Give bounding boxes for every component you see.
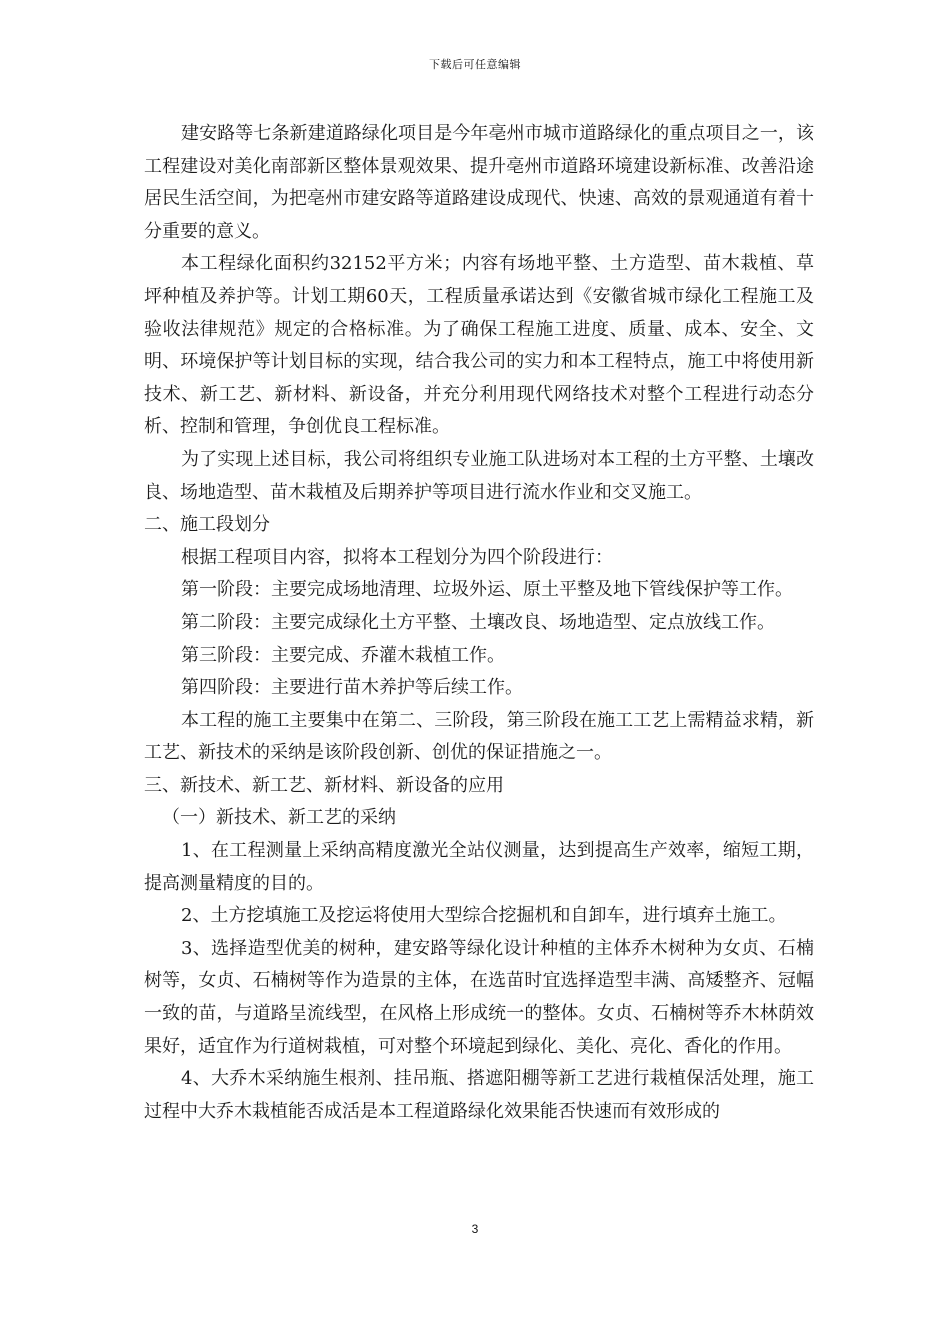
- paragraph-phase-3: 第三阶段：主要完成、乔灌木栽植工作。: [181, 644, 505, 666]
- list-item-3: 3、选择造型优美的树种，建安路等绿化设计种植的主体乔木树种为女贞、石楠树等，女贞、石楠树等作为造景的主体，在选苗时宜选择造型丰满、高矮整齐、冠幅一致的苗，与道路呈流线型，在风格上形成统一的整体。女贞、石楠树等乔木林荫效果好，适宜作为行道树栽植，可对整个环境起到绿化、美化、亮化、香化的作用。: [144, 937, 814, 1057]
- section-heading-2: 二、施工段划分: [144, 514, 270, 536]
- list-item-1: 1、在工程测量上采纳高精度激光全站仪测量，达到提高生产效率，缩短工期，提高测量精度的目的。: [144, 840, 814, 894]
- paragraph-scope: 本工程绿化面积约32152平方米；内容有场地平整、土方造型、苗木栽植、草坪种植及养护等。计划工期60天，工程质量承诺达到《安徽省城市绿化工程施工及验收法律规范》规定的合格标准。为了确保工程施工进度、质量、成本、安全、文明、环境保护等计划目标的实现，结合我公司的实力和本工程特点，施工中将使用新技术、新工艺、新材料、新设备，并充分利用现代网络技术对整个工程进行动态分析、控制和管理，争创优良工程标准。: [144, 253, 814, 438]
- list-item-2: 2、土方挖填施工及挖运将使用大型综合挖掘机和自卸车，进行填弃土施工。: [181, 905, 787, 927]
- subsection-heading-1: （一）新技术、新工艺的采纳: [162, 807, 396, 829]
- paragraph-phases-intro: 根据工程项目内容，拟将本工程划分为四个阶段进行：: [181, 546, 613, 568]
- paragraph-phase-focus: 本工程的施工主要集中在第二、三阶段，第三阶段在施工工艺上需精益求精，新工艺、新技术的采纳是该阶段创新、创优的保证措施之一。: [144, 709, 814, 764]
- paragraph-intro: 建安路等七条新建道路绿化项目是今年亳州市城市道路绿化的重点项目之一，该工程建设对美化南部新区整体景观效果、提升亳州市道路环境建设新标准、改善沿途居民生活空间，为把亳州市建安路等道路建设成现代、快速、高效的景观通道有着十分重要的意义。: [144, 123, 814, 242]
- list-item-4: 4、大乔木采纳施生根剂、挂吊瓶、搭遮阳棚等新工艺进行栽植保活处理，施工过程中大乔木栽植能否成活是本工程道路绿化效果能否快速而有效形成的: [144, 1068, 814, 1122]
- page-number: 3: [471, 1222, 479, 1236]
- paragraph-goal: 为了实现上述目标，我公司将组织专业施工队进场对本工程的土方平整、土壤改良、场地造型、苗木栽植及后期养护等项目进行流水作业和交叉施工。: [144, 448, 814, 503]
- paragraph-phase-4: 第四阶段：主要进行苗木养护等后续工作。: [181, 677, 523, 699]
- section-heading-3: 三、新技术、新工艺、新材料、新设备的应用: [144, 774, 504, 796]
- page-header: 下载后可任意编辑: [429, 58, 521, 71]
- document-body: [144, 118, 814, 1128]
- paragraph-phase-2: 第二阶段：主要完成绿化土方平整、土壤改良、场地造型、定点放线工作。: [181, 611, 775, 633]
- paragraph-phase-1: 第一阶段：主要完成场地清理、垃圾外运、原土平整及地下管线保护等工作。: [181, 579, 793, 601]
